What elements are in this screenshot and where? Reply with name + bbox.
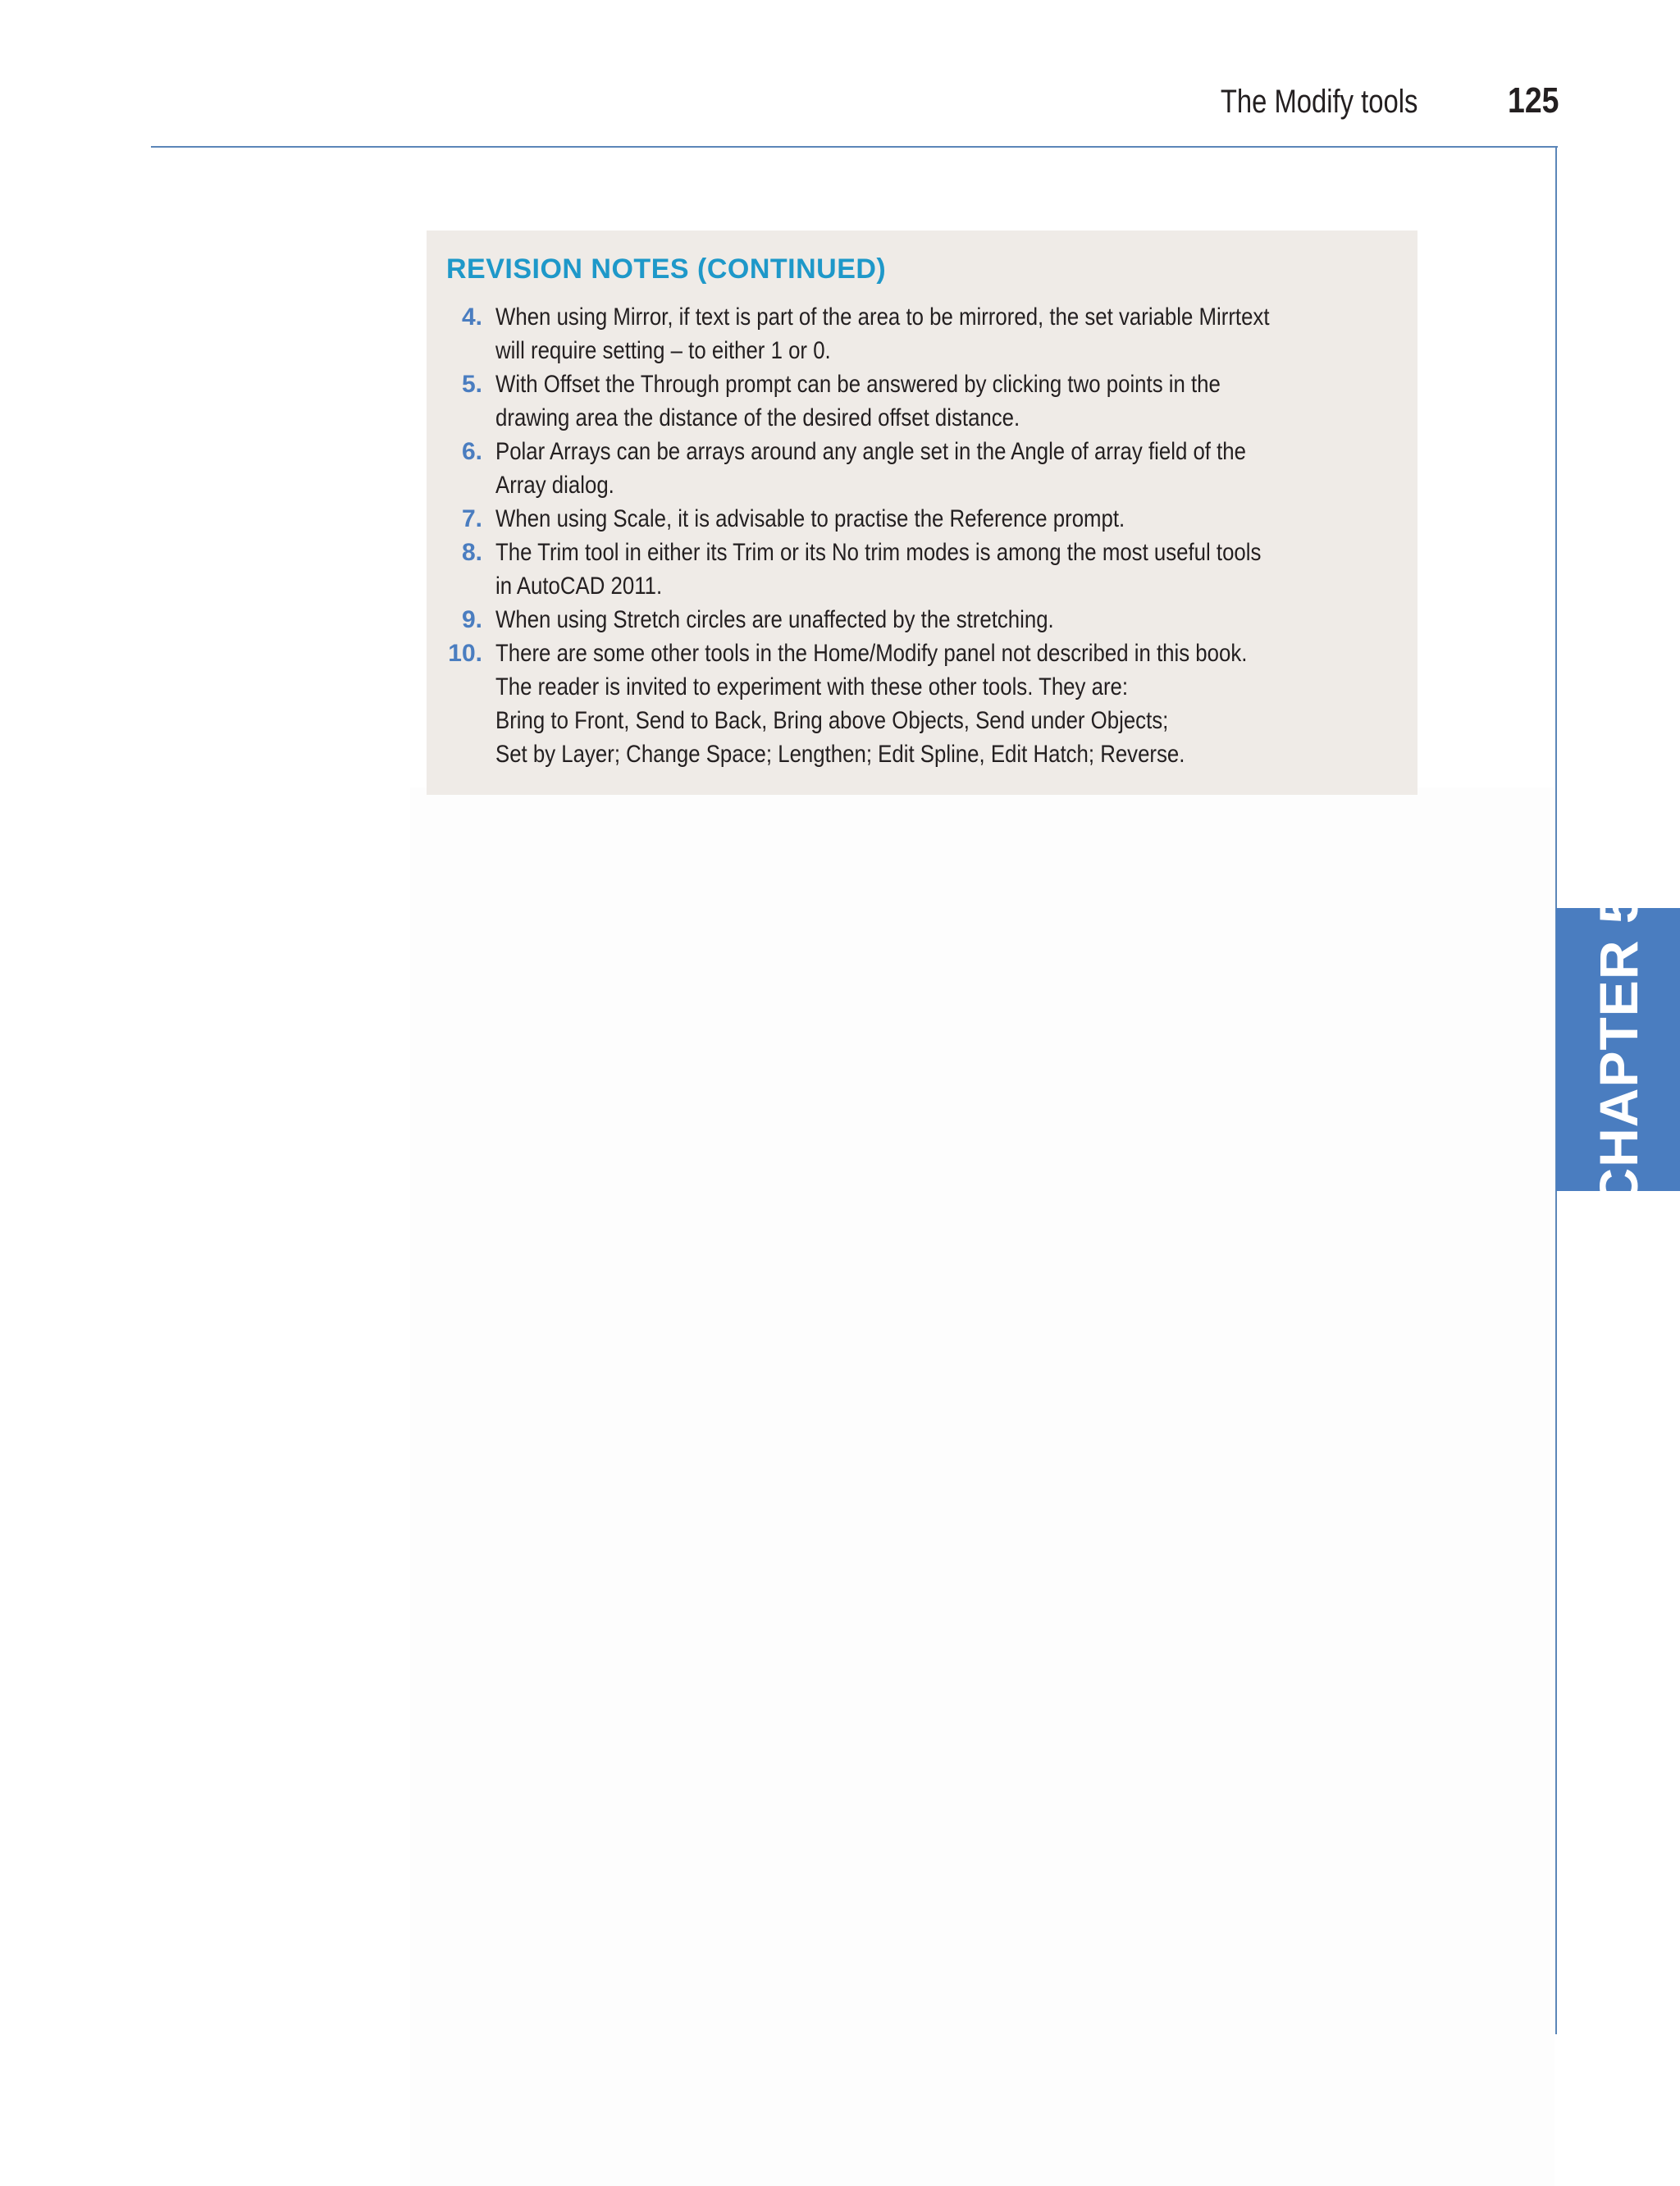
running-title: The Modify tools [1220,84,1418,120]
running-header [0,79,1559,128]
list-item [446,367,1398,435]
item-number: 8. [461,539,482,566]
item-text: When using Stretch circles are unaffected by the stretching. [495,606,1054,633]
list-item [446,637,1398,771]
item-text: The Trim tool in either its Trim or its No trim modes is among the most useful tools in AutoCAD 2011. [495,539,1262,600]
list-item [446,300,1398,367]
item-text: Polar Arrays can be arrays around any angle set in the Angle of array field of the Array dialog. [495,438,1247,499]
item-number: 4. [461,303,482,331]
list-item [446,603,1398,637]
item-number: 5. [461,371,482,398]
list-item [446,435,1398,502]
item-text: When using Mirror, if text is part of the area to be mirrored, the set variable Mirrtext will require setting – to either 1 or 0. [495,303,1270,364]
header-rule [151,146,1558,148]
page-number: 125 [1507,80,1559,121]
revision-notes-list [446,300,1398,771]
page-background [410,787,1554,2186]
item-text: There are some other tools in the Home/Modify panel not described in this book. The reader is invited to experiment with these other tools. They are: Bring to Front, Send to Back, Bring above Objects, Send under Objects; Set by Layer; Change Space; Lengthen; Edit Spline, Edit Hatch; Reverse. [495,640,1248,768]
item-number: 7. [461,505,482,532]
revision-notes-heading: REVISION NOTES (CONTINUED) [446,253,887,285]
revision-notes-box [427,230,1418,795]
item-number: 9. [461,606,482,633]
list-item [446,502,1398,536]
chapter-tab [1556,892,1680,1207]
item-text: When using Scale, it is advisable to practise the Reference prompt. [495,505,1125,532]
list-item [446,536,1398,603]
item-number: 10. [448,640,482,667]
item-text: With Offset the Through prompt can be answered by clicking two points in the drawing area the distance of the desired offset distance. [495,371,1221,431]
item-number: 6. [461,438,482,465]
chapter-label: CHAPTER 5 [1587,892,1649,1207]
